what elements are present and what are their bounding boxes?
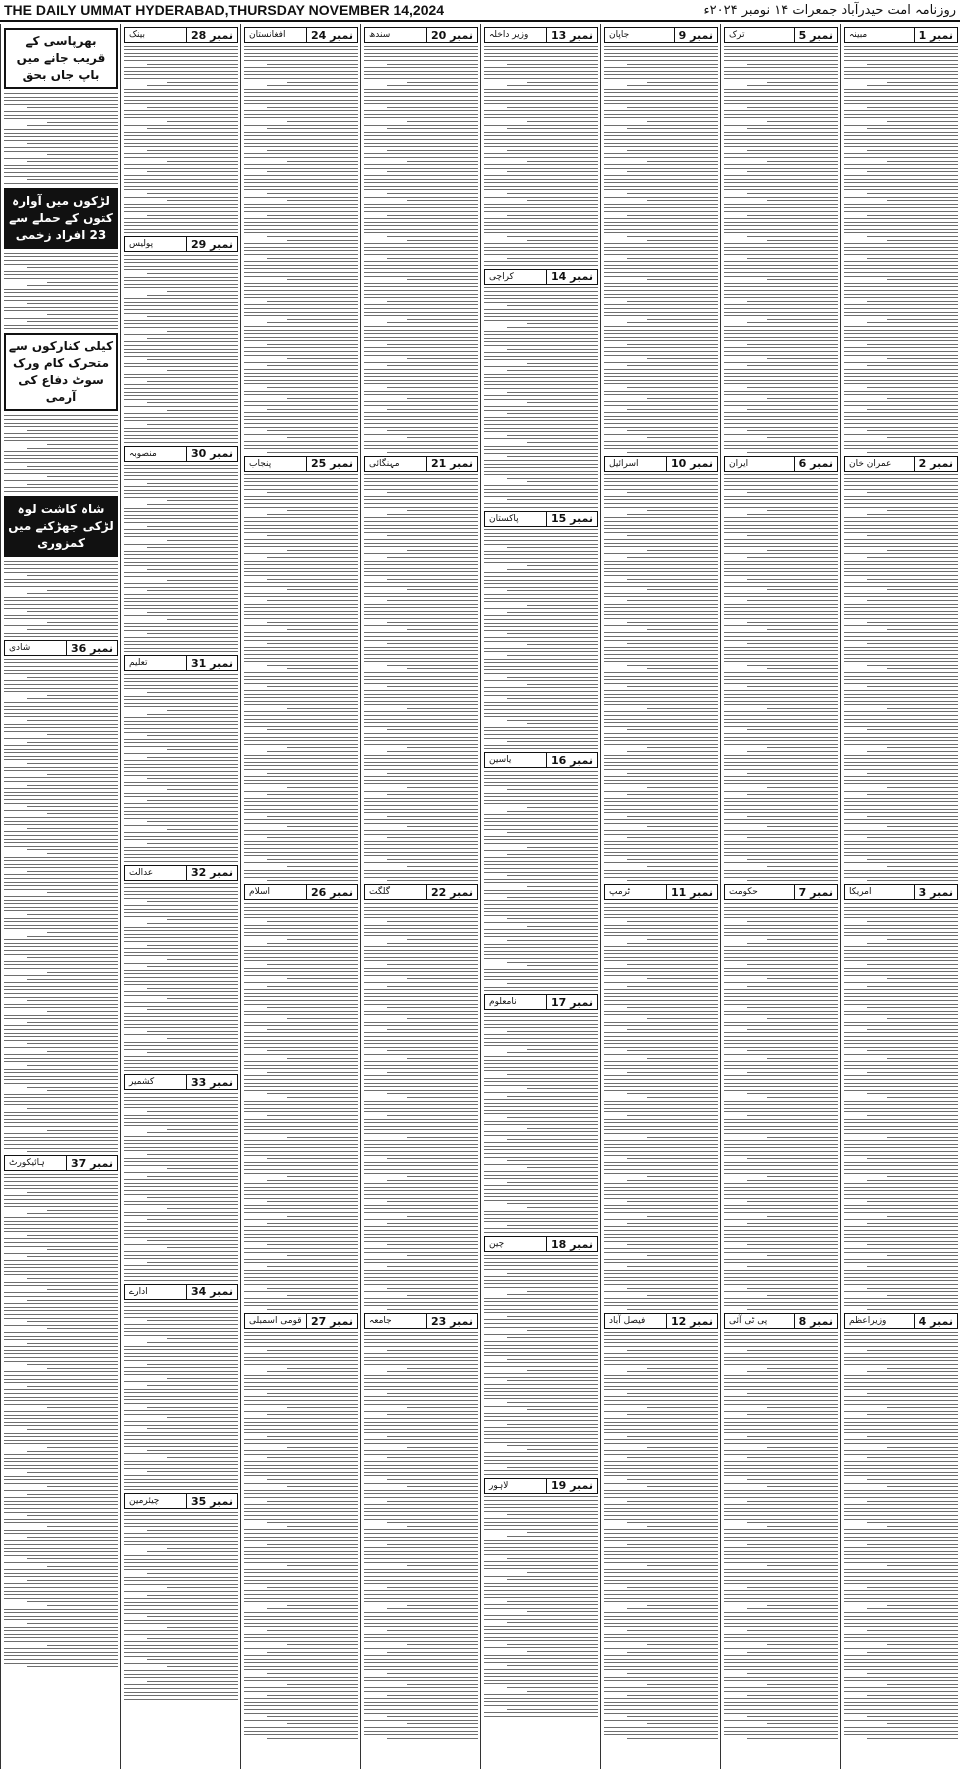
article-body bbox=[841, 1332, 960, 1739]
news-item-heading bbox=[244, 884, 358, 900]
article-body bbox=[601, 1332, 721, 1739]
article-body bbox=[361, 903, 481, 1310]
article-body bbox=[601, 474, 721, 881]
news-item-number: نمبر 1 bbox=[914, 28, 957, 42]
news-item-topic: وزیر داخلہ bbox=[489, 30, 529, 40]
news-item-heading bbox=[724, 456, 838, 472]
masthead-title-urdu: روزنامہ امت حیدرآباد جمعرات ۱۴ نومبر ۲۰۲۴ء bbox=[703, 2, 956, 18]
news-item-number: نمبر 15 bbox=[546, 512, 597, 526]
masthead-title-english: THE DAILY UMMAT HYDERABAD,THURSDAY NOVEMBER 14,2024 bbox=[4, 2, 445, 18]
news-item-topic: فیصل آباد bbox=[609, 1316, 646, 1327]
news-item-heading bbox=[484, 1478, 598, 1494]
news-item-topic: کشمیر bbox=[129, 1077, 155, 1088]
news-item-heading bbox=[844, 1313, 958, 1329]
news-item-heading bbox=[724, 1313, 838, 1329]
news-item-number: نمبر 20 bbox=[426, 28, 477, 42]
news-item-number: نمبر 35 bbox=[186, 1494, 237, 1508]
news-item-number: نمبر 22 bbox=[426, 885, 477, 899]
news-item-topic: اسلام bbox=[249, 887, 270, 898]
news-item-heading bbox=[724, 884, 838, 900]
news-item-topic: یاسین bbox=[489, 755, 512, 766]
news-item-number: نمبر 19 bbox=[546, 1479, 597, 1493]
article-body bbox=[1, 93, 121, 184]
news-item-heading bbox=[484, 269, 598, 285]
article-body bbox=[121, 1512, 241, 1700]
news-item-number: نمبر 36 bbox=[66, 641, 117, 655]
article-body bbox=[481, 529, 601, 749]
news-item-heading bbox=[364, 1313, 478, 1329]
news-item-topic: شادی bbox=[9, 643, 31, 654]
news-item-number: نمبر 27 bbox=[306, 1314, 357, 1328]
news-item-number: نمبر 3 bbox=[914, 885, 957, 899]
news-column bbox=[120, 24, 241, 1769]
news-item-number: نمبر 14 bbox=[546, 270, 597, 284]
news-item-number: نمبر 33 bbox=[186, 1075, 237, 1089]
news-item-number: نمبر 17 bbox=[546, 995, 597, 1009]
news-item-heading bbox=[484, 994, 598, 1010]
news-item-topic: حکومت bbox=[729, 887, 758, 898]
news-item-topic: اسرائیل bbox=[609, 458, 639, 469]
article-body bbox=[1, 253, 121, 329]
news-item-topic: عمران خان bbox=[849, 458, 892, 469]
news-item-number: نمبر 2 bbox=[914, 457, 957, 471]
news-item-topic: تعلیم bbox=[129, 658, 148, 669]
news-item-topic: پنجاب bbox=[249, 458, 272, 469]
news-item-heading bbox=[484, 752, 598, 768]
news-item-number: نمبر 12 bbox=[666, 1314, 717, 1328]
news-item-topic: لاہور bbox=[489, 1480, 509, 1491]
article-body bbox=[1, 659, 121, 1152]
article-body bbox=[361, 46, 481, 453]
news-item-heading bbox=[844, 884, 958, 900]
news-item-heading bbox=[124, 1284, 238, 1300]
news-item-topic: ترک bbox=[729, 30, 745, 40]
news-item-heading bbox=[604, 884, 718, 900]
news-item-number: نمبر 16 bbox=[546, 753, 597, 767]
news-item-topic: عدالت bbox=[129, 867, 154, 878]
article-body bbox=[481, 771, 601, 991]
news-item-number: نمبر 31 bbox=[186, 656, 237, 670]
news-item-number: نمبر 26 bbox=[306, 885, 357, 899]
news-item-heading bbox=[484, 27, 598, 43]
article-body bbox=[481, 1013, 601, 1233]
news-item-topic: وزیراعظم bbox=[849, 1316, 887, 1327]
news-item-heading bbox=[844, 27, 958, 43]
news-item-heading bbox=[484, 1236, 598, 1252]
news-item-number: نمبر 4 bbox=[914, 1314, 957, 1328]
article-body bbox=[841, 903, 960, 1310]
masthead bbox=[0, 0, 960, 22]
news-item-heading bbox=[364, 456, 478, 472]
article-body bbox=[721, 1332, 841, 1739]
news-item-topic: امریکا bbox=[849, 887, 872, 898]
news-column bbox=[480, 24, 601, 1769]
news-item-number: نمبر 28 bbox=[186, 28, 237, 42]
news-item-number: نمبر 37 bbox=[66, 1156, 117, 1170]
article-body bbox=[241, 46, 361, 453]
article-body bbox=[841, 46, 960, 453]
article-body bbox=[841, 474, 960, 881]
news-column bbox=[360, 24, 481, 1769]
article-body bbox=[721, 46, 841, 453]
news-item-topic: پی ٹی آئی bbox=[729, 1316, 768, 1327]
news-item-topic: چیئرمین bbox=[129, 1496, 160, 1507]
news-item-number: نمبر 25 bbox=[306, 457, 357, 471]
article-body bbox=[1, 1174, 121, 1667]
news-item-number: نمبر 24 bbox=[306, 28, 357, 42]
promo-headline-box: شاہ کاشت لوہ لڑکی جھڑکنے میں کمزوری bbox=[4, 496, 118, 557]
news-item-topic: افغانستان bbox=[249, 30, 286, 40]
news-columns bbox=[0, 24, 960, 1769]
news-column bbox=[600, 24, 721, 1769]
article-body bbox=[361, 474, 481, 881]
news-column bbox=[720, 24, 841, 1769]
news-column bbox=[0, 24, 121, 1769]
news-item-heading bbox=[124, 1074, 238, 1090]
article-body bbox=[601, 903, 721, 1310]
news-item-heading bbox=[604, 27, 718, 43]
news-item-number: نمبر 29 bbox=[186, 237, 237, 251]
news-item-heading bbox=[124, 865, 238, 881]
news-item-heading bbox=[604, 456, 718, 472]
article-body bbox=[361, 1332, 481, 1739]
news-item-number: نمبر 5 bbox=[794, 28, 837, 42]
news-item-topic: ہائیکورٹ bbox=[9, 1158, 45, 1169]
news-column bbox=[840, 24, 960, 1769]
article-body bbox=[121, 883, 241, 1071]
news-item-topic: سندھ bbox=[369, 30, 391, 40]
news-item-topic: کراچی bbox=[489, 271, 514, 282]
article-body bbox=[1, 561, 121, 637]
article-body bbox=[121, 1093, 241, 1281]
article-body bbox=[121, 1302, 241, 1490]
news-item-topic: جاپان bbox=[609, 30, 630, 40]
news-item-heading bbox=[244, 1313, 358, 1329]
news-item-topic: نامعلوم bbox=[489, 997, 517, 1008]
news-item-topic: پاکستان bbox=[489, 513, 519, 524]
news-item-heading bbox=[124, 27, 238, 43]
news-item-number: نمبر 32 bbox=[186, 866, 237, 880]
news-item-heading bbox=[244, 27, 358, 43]
article-body bbox=[601, 46, 721, 453]
news-item-number: نمبر 34 bbox=[186, 1285, 237, 1299]
news-item-number: نمبر 10 bbox=[666, 457, 717, 471]
news-item-topic: پولیس bbox=[129, 239, 154, 250]
article-body bbox=[1, 415, 121, 491]
news-item-heading bbox=[4, 640, 118, 656]
article-body bbox=[481, 1255, 601, 1475]
news-item-number: نمبر 6 bbox=[794, 457, 837, 471]
article-body bbox=[121, 674, 241, 862]
news-item-number: نمبر 30 bbox=[186, 447, 237, 461]
news-item-topic: منصوبہ bbox=[129, 448, 157, 459]
news-item-heading bbox=[244, 456, 358, 472]
news-item-number: نمبر 18 bbox=[546, 1237, 597, 1251]
news-item-topic: ایران bbox=[729, 458, 749, 469]
article-body bbox=[121, 46, 241, 234]
promo-headline-box: بھرپاسی کے قریب جانے میں باپ جاں بحق bbox=[4, 28, 118, 89]
promo-headline-box: کیلی کنارکوں سے متحرک کام ورک سوٹ دفاع کی آرمی bbox=[4, 333, 118, 411]
news-item-topic: قومی اسمبلی bbox=[249, 1316, 302, 1327]
news-item-topic: جامعہ bbox=[369, 1316, 392, 1327]
news-item-heading bbox=[484, 511, 598, 527]
news-item-heading bbox=[124, 655, 238, 671]
news-item-number: نمبر 13 bbox=[546, 28, 597, 42]
news-item-topic: ادارے bbox=[129, 1286, 148, 1297]
article-body bbox=[121, 255, 241, 443]
article-body bbox=[241, 474, 361, 881]
news-item-topic: گلگت bbox=[369, 887, 391, 898]
news-item-number: نمبر 9 bbox=[674, 28, 717, 42]
news-item-topic: مبینہ bbox=[849, 30, 868, 40]
news-item-heading bbox=[844, 456, 958, 472]
promo-headline-box: لڑکوں میں آوارہ کتوں کے حملے سے 23 افراد زخمی bbox=[4, 188, 118, 249]
news-item-heading bbox=[364, 884, 478, 900]
news-item-number: نمبر 11 bbox=[666, 885, 717, 899]
article-body bbox=[481, 46, 601, 266]
article-body bbox=[721, 903, 841, 1310]
news-item-topic: ٹرمپ bbox=[609, 887, 631, 898]
article-body bbox=[481, 1496, 601, 1716]
news-item-number: نمبر 8 bbox=[794, 1314, 837, 1328]
article-body bbox=[241, 903, 361, 1310]
news-item-heading bbox=[4, 1155, 118, 1171]
news-item-heading bbox=[364, 27, 478, 43]
article-body bbox=[241, 1332, 361, 1739]
news-item-heading bbox=[124, 1493, 238, 1509]
news-item-number: نمبر 23 bbox=[426, 1314, 477, 1328]
news-item-heading bbox=[124, 446, 238, 462]
news-item-number: نمبر 21 bbox=[426, 457, 477, 471]
news-item-topic: مہنگائی bbox=[369, 458, 400, 469]
news-column bbox=[240, 24, 361, 1769]
news-item-number: نمبر 7 bbox=[794, 885, 837, 899]
article-body bbox=[721, 474, 841, 881]
news-item-heading bbox=[124, 236, 238, 252]
article-body bbox=[121, 465, 241, 653]
article-body bbox=[481, 287, 601, 507]
news-item-topic: چین bbox=[489, 1239, 505, 1250]
news-item-topic: بینک bbox=[129, 30, 145, 40]
news-item-heading bbox=[724, 27, 838, 43]
news-item-heading bbox=[604, 1313, 718, 1329]
